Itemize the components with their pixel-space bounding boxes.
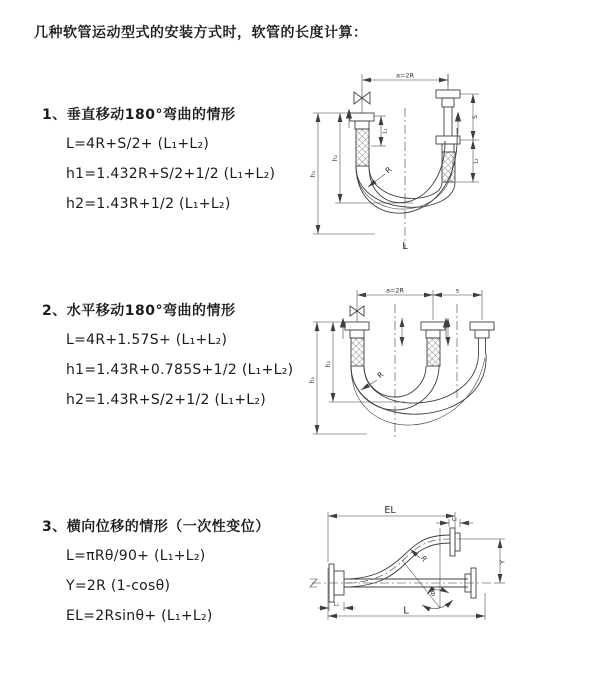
dim-label-l1: L₁ bbox=[382, 128, 389, 134]
flange-nut bbox=[442, 98, 454, 107]
angle-label: θ bbox=[431, 590, 435, 598]
radius-label: R bbox=[383, 164, 394, 176]
hose-outline-moved bbox=[344, 543, 450, 587]
dim-label-h2: h₂ bbox=[325, 360, 332, 368]
dim-label-l2: L₂ bbox=[473, 158, 480, 164]
section-1-formula-L: L=4R+S/2+ (L₁+L₂) bbox=[66, 136, 210, 152]
dim-label-h2: h₁ bbox=[310, 170, 317, 178]
flange-position-2 bbox=[470, 322, 494, 330]
valve-icon bbox=[357, 306, 364, 316]
diagram-horizontal-180-bend bbox=[305, 282, 595, 457]
dim-label-l: L bbox=[403, 605, 409, 617]
braid-section bbox=[351, 338, 364, 366]
dim-label-s: S bbox=[472, 115, 479, 119]
hose-outline bbox=[369, 166, 442, 198]
flange-position-1 bbox=[421, 322, 445, 330]
dim-label-y: Y bbox=[498, 560, 507, 564]
hose-drawing bbox=[341, 302, 495, 437]
diagram-lateral-displacement bbox=[300, 498, 600, 658]
page-title: 几种软管运动型式的安装方式时，软管的长度计算： bbox=[34, 25, 368, 41]
flange-lower-position bbox=[436, 136, 460, 144]
flange-upper-position bbox=[436, 90, 460, 98]
dim-label-h1: h₂ bbox=[332, 154, 339, 162]
radius-label: R bbox=[375, 369, 386, 381]
hose-outline-mid bbox=[356, 156, 453, 209]
valve-icon bbox=[354, 92, 362, 104]
section-2-formula-h1: h1=1.43R+0.785S+1/2 (L₁+L₂) bbox=[66, 362, 294, 378]
hose-drawing bbox=[310, 528, 494, 609]
section-1-formula-h2: h2=1.43R+1/2 (L₁+L₂) bbox=[66, 196, 231, 212]
hose-outline-mid bbox=[351, 358, 485, 425]
hose-outline-moved bbox=[344, 535, 450, 579]
dim-label-s: s bbox=[455, 286, 460, 295]
flange-nut bbox=[350, 330, 364, 338]
dim-label-a2r: a=2R bbox=[395, 71, 415, 80]
hose-outline bbox=[356, 166, 455, 207]
dim-label-l2: L₂ bbox=[451, 516, 458, 523]
diagram-vertical-180-bend bbox=[305, 66, 585, 258]
section-3-formula-Y: Y=2R (1-cosθ) bbox=[66, 578, 171, 594]
section-3-formula-L: L=πRθ/90+ (L₁+L₂) bbox=[66, 548, 206, 564]
dim-label-h1: h₁ bbox=[309, 376, 316, 384]
dim-label-el: EL bbox=[384, 505, 396, 516]
flange-nut bbox=[426, 330, 440, 338]
section-2-heading: 2、水平移动180°弯曲的情形 bbox=[42, 303, 236, 319]
radius-label: R bbox=[418, 554, 429, 564]
dimensions bbox=[318, 512, 505, 620]
flange-nut bbox=[475, 330, 489, 338]
braid-section bbox=[356, 129, 369, 166]
flange bbox=[345, 322, 369, 330]
section-2-formula-L: L=4R+1.57S+ (L₁+L₂) bbox=[66, 332, 228, 348]
flange-hub bbox=[455, 533, 460, 551]
braid-section bbox=[427, 338, 440, 366]
flange bbox=[350, 113, 374, 121]
section-2-formula-h2: h2=1.43R+S/2+1/2 (L₁+L₂) bbox=[66, 392, 267, 408]
section-1-heading: 1、垂直移动180°弯曲的情形 bbox=[42, 107, 236, 123]
flange-nut bbox=[442, 144, 454, 152]
dim-label-a2r: a=2R bbox=[385, 286, 405, 295]
hose-drawing bbox=[347, 71, 461, 249]
section-3-formula-EL: EL=2Rsinθ+ (L₁+L₂) bbox=[66, 608, 213, 624]
valve-icon bbox=[362, 92, 370, 104]
valve-icon bbox=[350, 306, 357, 316]
flange-nut bbox=[355, 121, 369, 129]
section-1-formula-h1: h1=1.432R+S/2+1/2 (L₁+L₂) bbox=[66, 166, 276, 182]
up-arrow-icon bbox=[456, 113, 461, 121]
up-arrow-icon bbox=[347, 110, 352, 118]
section-3-heading: 3、横向位移的情形（一次性变位） bbox=[42, 519, 270, 535]
length-label: L bbox=[402, 241, 408, 252]
dim-label-l1: L₁ bbox=[333, 602, 340, 608]
flange-plate bbox=[450, 528, 455, 556]
